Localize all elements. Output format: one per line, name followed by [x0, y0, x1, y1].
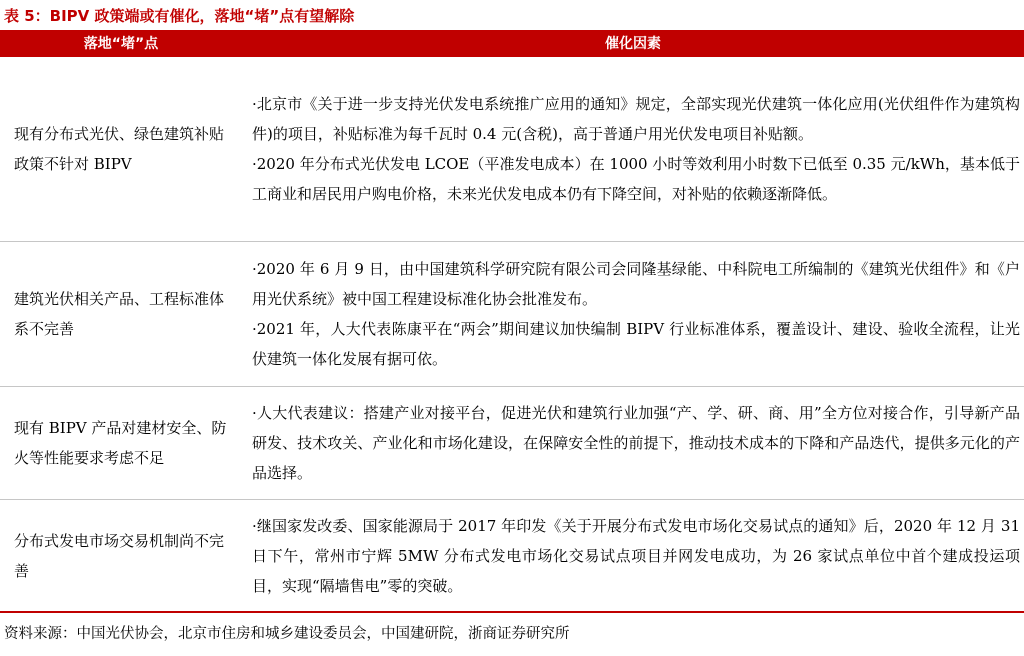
- table-row: [0, 387, 1024, 500]
- table-row: [0, 500, 1024, 613]
- header-catalyst: 催化因素: [605, 36, 661, 52]
- catalyst-cell: [242, 89, 1024, 209]
- table-title: 表 5：BIPV 政策端或有催化，落地“堵”点有望解除: [4, 7, 355, 25]
- catalyst-cell: [242, 254, 1024, 374]
- table-header-row: [0, 31, 1024, 57]
- catalyst-item: ·2020 年 6 月 9 日，由中国建筑科学研究院有限公司会同隆基绿能、中科院电工所编制的《建筑光伏组件》和《户用光伏系统》被中国工程建设标准化协会批准发布。: [252, 260, 1020, 308]
- table-row: [0, 242, 1024, 387]
- catalyst-item: ·继国家发改委、国家能源局于 2017 年印发《关于开展分布式发电市场化交易试点的通知》后，2020 年 12 月 31 日下午，常州市宁辉 5MW 分布式发电市场化交易试点项目并网发电成功，为 26 家试点单位中首个建成投运项目，实现“隔墙售电”零的突破。: [252, 516, 1020, 595]
- catalyst-item: ·北京市《关于进一步支持光伏发电系统推广应用的通知》规定，全部实现光伏建筑一体化应用(光伏组件作为建筑构件)的项目，补贴标准为每千瓦时 0.4 元(含税)，高于普通户用光伏发电项目补贴额。: [252, 95, 1020, 143]
- header-bottleneck: 落地“堵”点: [83, 36, 159, 52]
- bottleneck-cell: 建筑光伏相关产品、工程标准体系不完善: [14, 290, 225, 338]
- catalyst-cell: [242, 398, 1024, 488]
- bottleneck-cell: 分布式发电市场交易机制尚不完善: [14, 531, 225, 580]
- catalyst-item: ·2021 年，人大代表陈康平在“两会”期间建议加快编制 BIPV 行业标准体系，覆盖设计、建设、验收全流程，让光伏建筑一体化发展有据可依。: [252, 320, 1020, 368]
- source-note: 资料来源：中国光伏协会，北京市住房和城乡建设委员会，中国建研院，浙商证券研究所: [4, 626, 570, 642]
- table-row: [0, 57, 1024, 242]
- bottleneck-cell: 现有 BIPV 产品对建材安全、防火等性能要求考虑不足: [14, 419, 227, 467]
- catalyst-item: ·人大代表建议：搭建产业对接平台，促进光伏和建筑行业加强“产、学、研、商、用”全方位对接合作，引导新产品研发、技术攻关、产业化和市场化建设，在保障安全性的前提下，推动技术成本的下降和产品迭代，提供多元化的产品选择。: [252, 404, 1020, 482]
- catalyst-cell: [242, 511, 1024, 601]
- catalyst-item: ·2020 年分布式光伏发电 LCOE（平准发电成本）在 1000 小时等效利用小时数下已低至 0.35 元/kWh，基本低于工商业和居民用户购电价格，未来光伏发电成本仍有下降空间，对补贴的依赖逐渐降低。: [252, 155, 1020, 203]
- bottleneck-cell: 现有分布式光伏、绿色建筑补贴政策不针对 BIPV: [14, 125, 225, 173]
- policy-table: [0, 30, 1024, 613]
